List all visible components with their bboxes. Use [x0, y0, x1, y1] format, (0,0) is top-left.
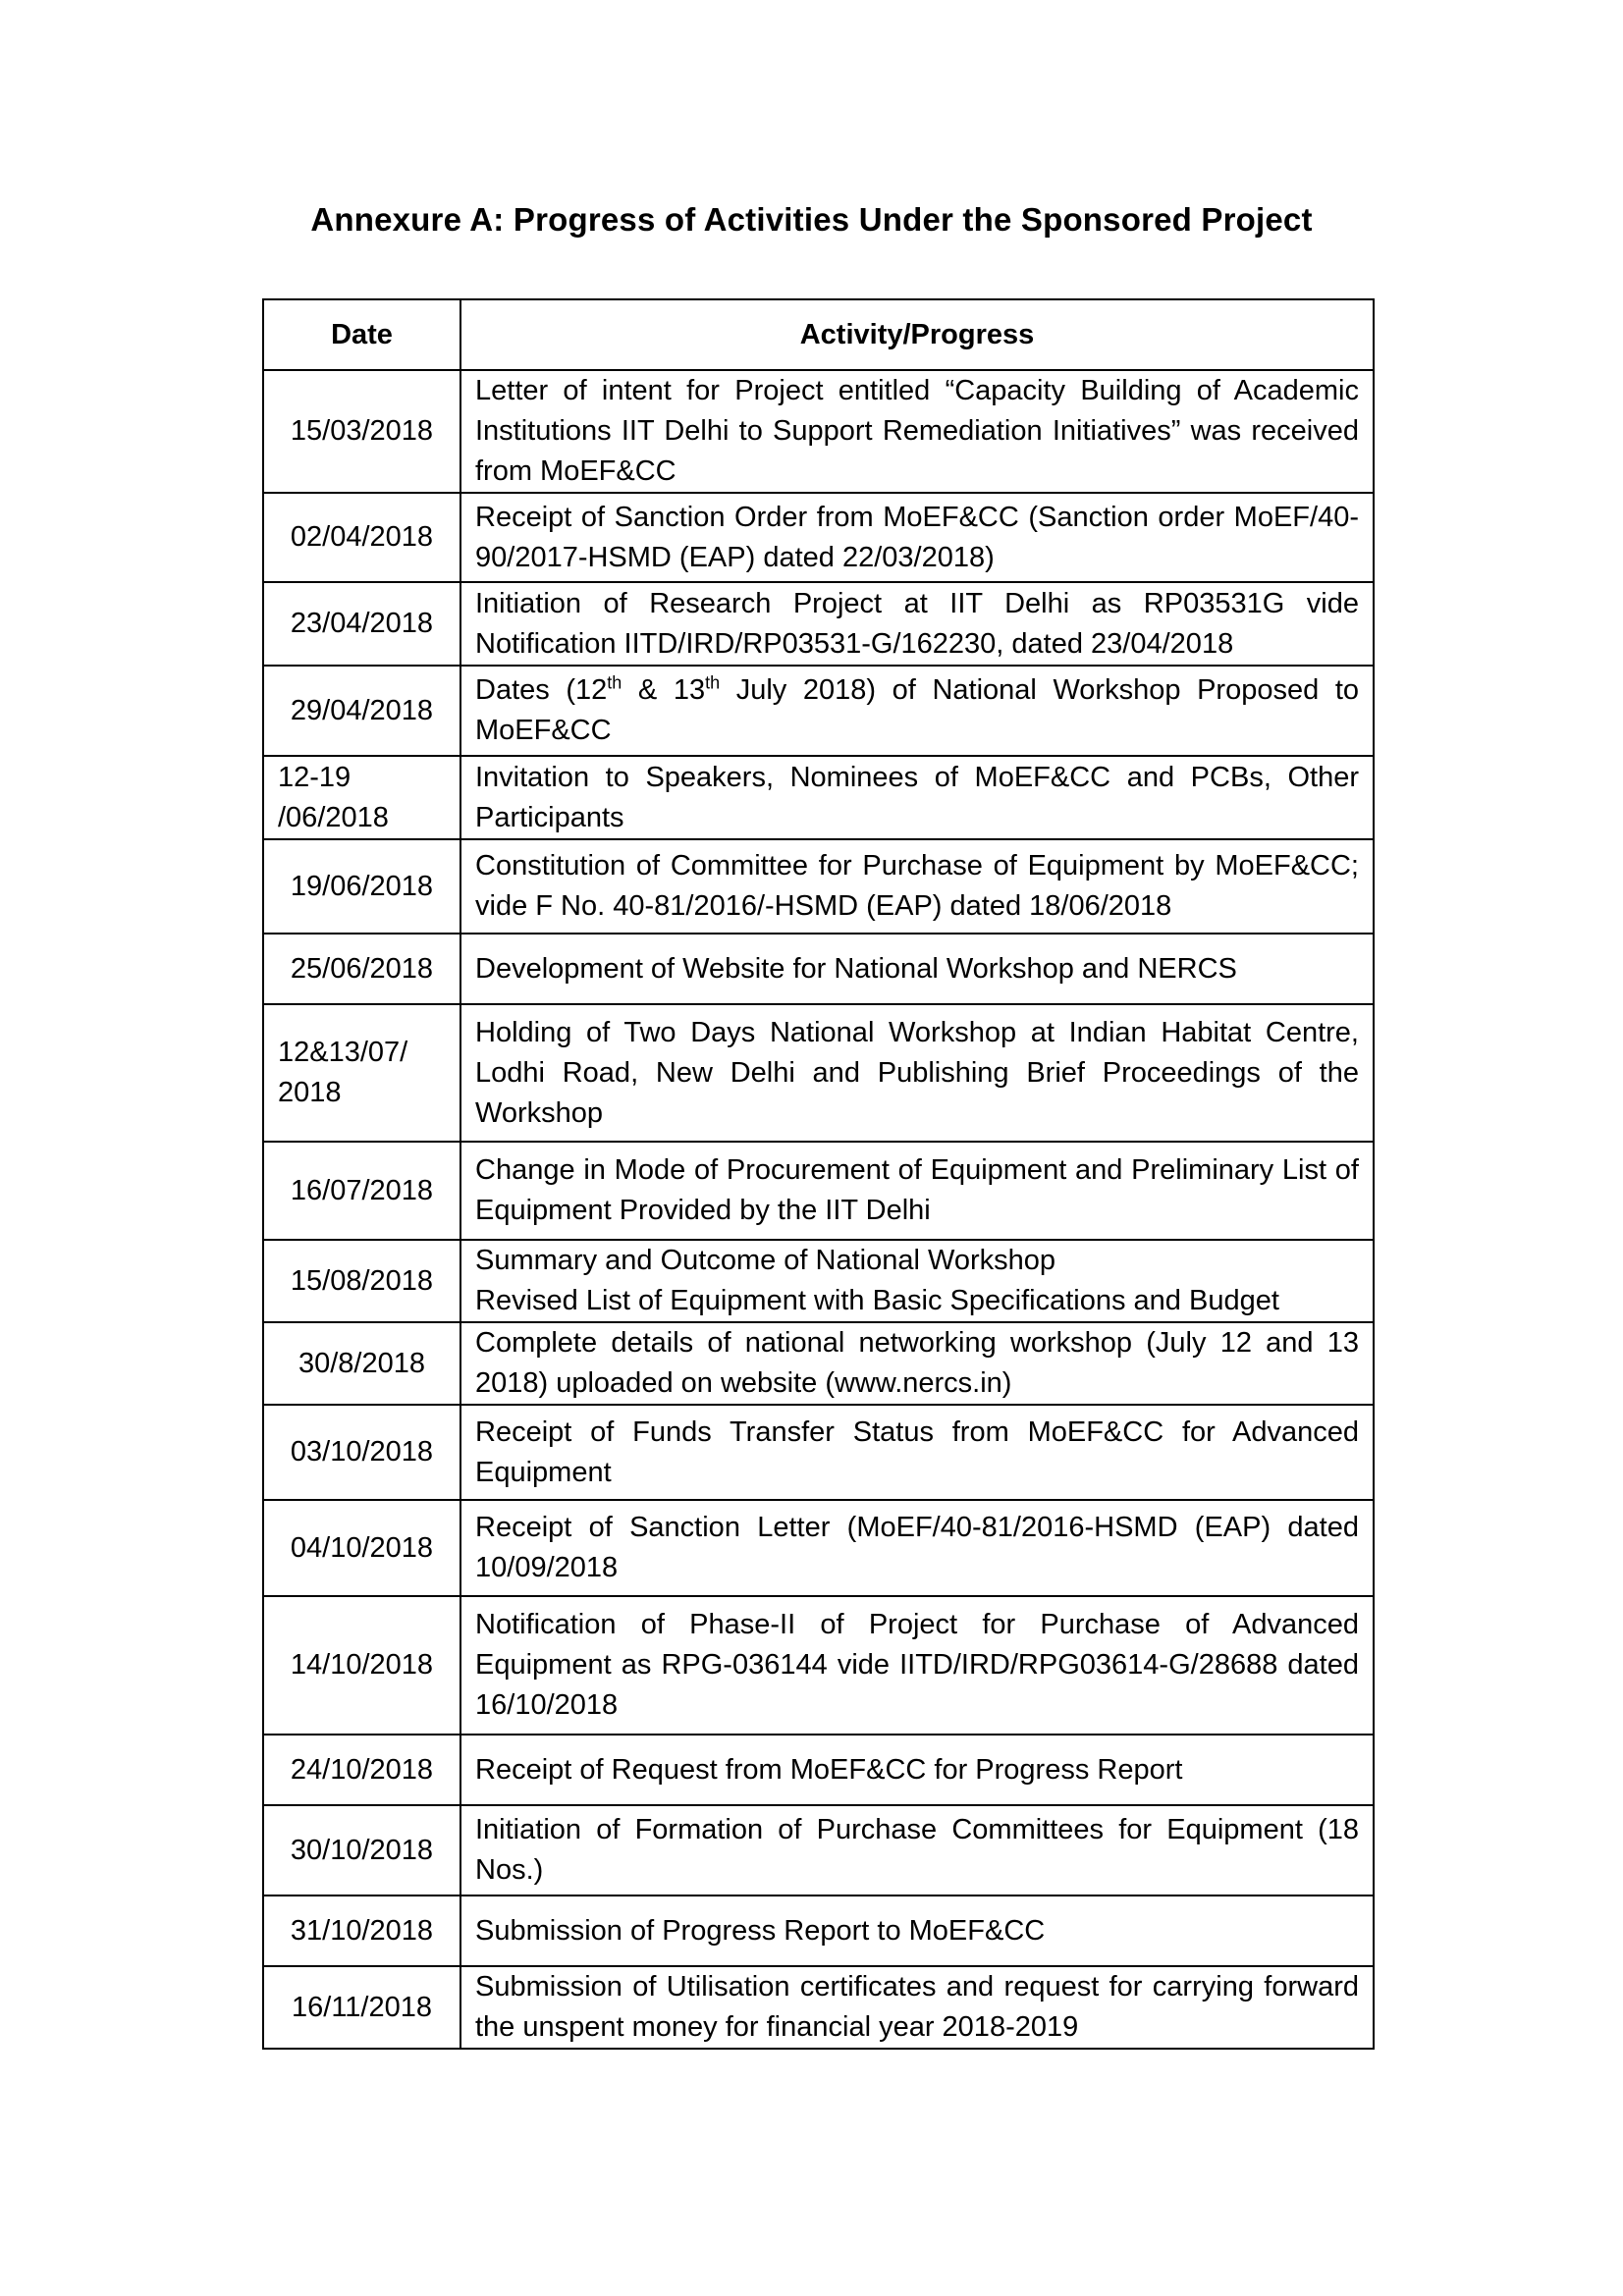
ordinal-suffix: th — [705, 672, 721, 693]
activity-column-header: Activity/Progress — [460, 299, 1374, 370]
activity-cell: Summary and Outcome of National Workshop Revised List of Equipment with Basic Specifications and Budget — [460, 1240, 1374, 1322]
date-cell: 14/10/2018 — [263, 1596, 460, 1735]
date-cell: 16/07/2018 — [263, 1142, 460, 1240]
activity-cell — [460, 666, 1374, 756]
date-cell: 03/10/2018 — [263, 1405, 460, 1500]
activity-cell: Receipt of Funds Transfer Status from MoEF&CC for Advanced Equipment — [460, 1405, 1374, 1500]
activity-cell: Complete details of national networking workshop (July 12 and 13 2018) uploaded on website (www.nercs.in) — [460, 1322, 1374, 1405]
activity-cell: Receipt of Sanction Order from MoEF&CC (Sanction order MoEF/40-90/2017-HSMD (EAP) dated 22/03/2018) — [460, 493, 1374, 582]
date-cell: 02/04/2018 — [263, 493, 460, 582]
activity-cell: Receipt of Request from MoEF&CC for Progress Report — [460, 1735, 1374, 1805]
date-cell: 30/8/2018 — [263, 1322, 460, 1405]
activity-cell: Submission of Progress Report to MoEF&CC — [460, 1896, 1374, 1966]
date-cell: 29/04/2018 — [263, 666, 460, 756]
table-row — [263, 934, 1374, 1004]
table-row — [263, 1596, 1374, 1735]
table-row — [263, 1240, 1374, 1322]
table-row — [263, 1405, 1374, 1500]
table-row — [263, 1322, 1374, 1405]
activity-cell: Initiation of Research Project at IIT Delhi as RP03531G vide Notification IITD/IRD/RP03531-G/162230, dated 23/04/2018 — [460, 582, 1374, 666]
date-column-header: Date — [263, 299, 460, 370]
date-cell: 16/11/2018 — [263, 1966, 460, 2049]
activity-cell: Notification of Phase-II of Project for Purchase of Advanced Equipment as RPG-036144 vide IITD/IRD/RPG03614-G/28688 dated 16/10/2018 — [460, 1596, 1374, 1735]
table-row — [263, 1004, 1374, 1142]
table-row — [263, 1966, 1374, 2049]
table-row — [263, 1896, 1374, 1966]
date-cell: 23/04/2018 — [263, 582, 460, 666]
progress-table — [262, 298, 1375, 2050]
activity-cell: Constitution of Committee for Purchase of Equipment by MoEF&CC; vide F No. 40-81/2016/-HSMD (EAP) dated 18/06/2018 — [460, 839, 1374, 934]
date-cell: 25/06/2018 — [263, 934, 460, 1004]
table-row — [263, 370, 1374, 493]
date-cell: 30/10/2018 — [263, 1805, 460, 1896]
activity-cell: Holding of Two Days National Workshop at Indian Habitat Centre, Lodhi Road, New Delhi and Publishing Brief Proceedings of the Workshop — [460, 1004, 1374, 1142]
activity-cell: Submission of Utilisation certificates and request for carrying forward the unspent money for financial year 2018-2019 — [460, 1966, 1374, 2049]
table-row — [263, 1735, 1374, 1805]
activity-cell: Receipt of Sanction Letter (MoEF/40-81/2016-HSMD (EAP) dated 10/09/2018 — [460, 1500, 1374, 1596]
table-row — [263, 1500, 1374, 1596]
activity-text: July 2018) of National Workshop Proposed to MoEF&CC — [475, 674, 1360, 746]
table-row — [263, 493, 1374, 582]
activity-cell: Initiation of Formation of Purchase Committees for Equipment (18 Nos.) — [460, 1805, 1374, 1896]
date-cell: 04/10/2018 — [263, 1500, 460, 1596]
date-cell: 19/06/2018 — [263, 839, 460, 934]
activity-cell: Change in Mode of Procurement of Equipment and Preliminary List of Equipment Provided by the IIT Delhi — [460, 1142, 1374, 1240]
table-row — [263, 839, 1374, 934]
date-cell: 24/10/2018 — [263, 1735, 460, 1805]
activity-text: Dates (12 — [475, 674, 608, 706]
date-cell: 12-19 /06/2018 — [263, 756, 460, 839]
date-cell: 15/03/2018 — [263, 370, 460, 493]
activity-cell: Invitation to Speakers, Nominees of MoEF&CC and PCBs, Other Participants — [460, 756, 1374, 839]
date-cell: 31/10/2018 — [263, 1896, 460, 1966]
table-row — [263, 582, 1374, 666]
activity-cell: Development of Website for National Workshop and NERCS — [460, 934, 1374, 1004]
activity-text: & 13 — [622, 674, 706, 706]
page-title: Annexure A: Progress of Activities Under the Sponsored Project — [310, 201, 1313, 238]
table-row — [263, 666, 1374, 756]
table-row — [263, 1142, 1374, 1240]
date-cell: 12&13/07/ 2018 — [263, 1004, 460, 1142]
date-cell: 15/08/2018 — [263, 1240, 460, 1322]
activity-cell: Letter of intent for Project entitled “Capacity Building of Academic Institutions IIT Delhi to Support Remediation Initiatives” was received from MoEF&CC — [460, 370, 1374, 493]
table-row — [263, 756, 1374, 839]
table-row — [263, 1805, 1374, 1896]
table-header-row — [263, 299, 1374, 370]
ordinal-suffix: th — [607, 672, 622, 693]
